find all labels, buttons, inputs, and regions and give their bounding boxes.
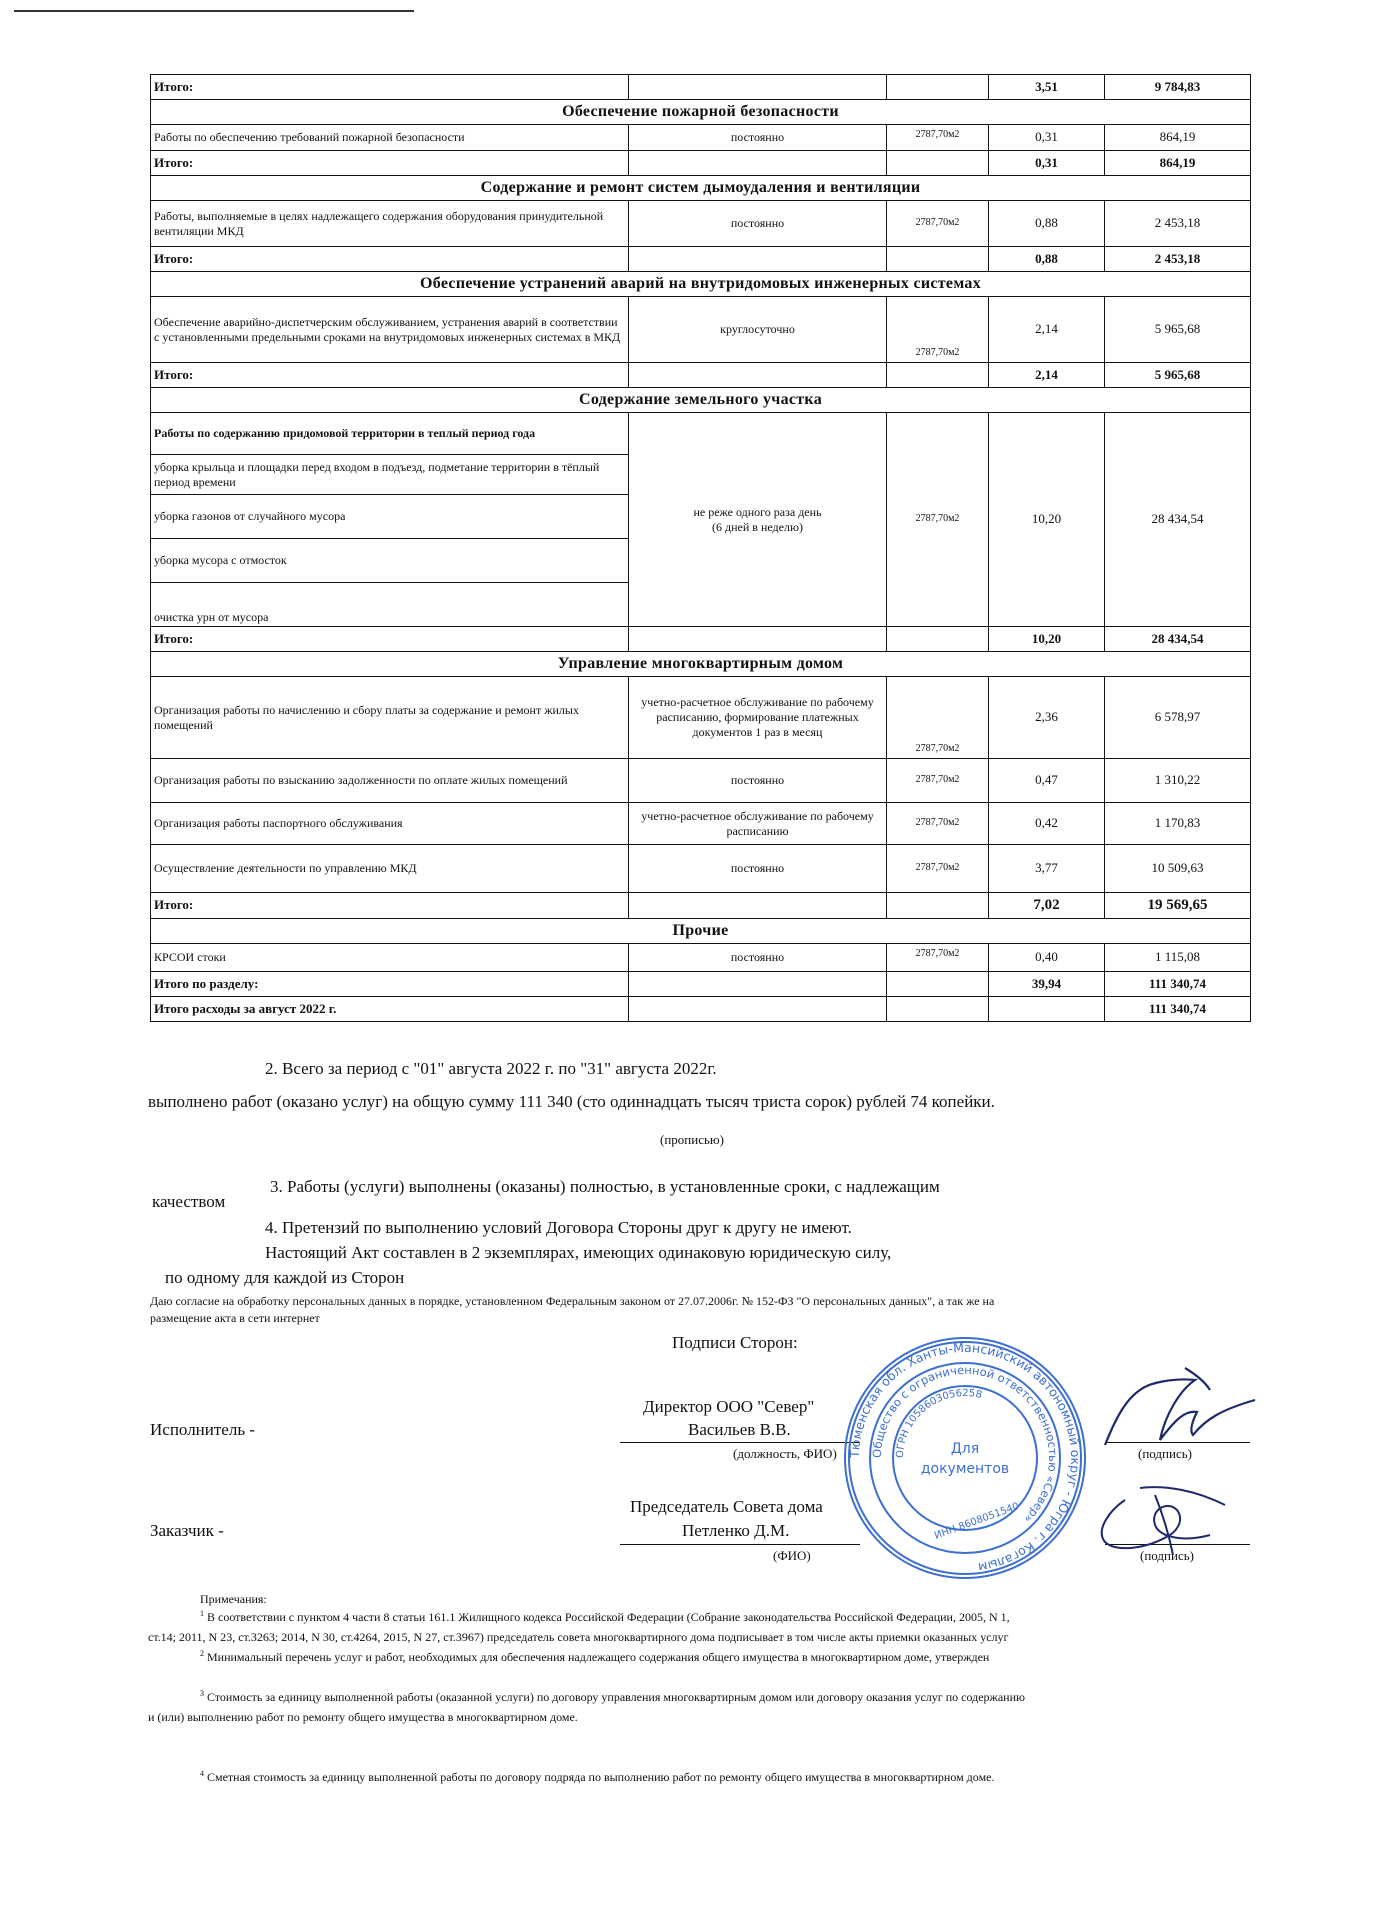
top-rule bbox=[14, 10, 414, 12]
frequency-line: не реже одного раза день bbox=[693, 504, 822, 519]
itogo-row bbox=[151, 247, 1251, 272]
work-unit: 2787,70м2 bbox=[887, 125, 989, 151]
itogo-sum: 19 569,65 bbox=[1105, 893, 1251, 919]
work-unit: 2787,70м2 bbox=[887, 201, 989, 247]
signature-caption: (подпись) bbox=[1138, 1446, 1192, 1461]
paragraph-2: 2. Всего за период с "01" августа 2022 г. по "31" августа 2022г. bbox=[265, 1059, 717, 1078]
table-row bbox=[151, 845, 1251, 893]
company-stamp bbox=[840, 1333, 1090, 1583]
work-name: Организация работы по взысканию задолженности по оплате жилых помещений bbox=[151, 759, 629, 803]
consent-line: Даю согласие на обработку персональных данных в порядке, установленном Федеральным законом от 27.07.2006г. № 152-ФЗ "О персональных данных", а так же на bbox=[150, 1294, 995, 1308]
note-1-cont: ст.14; 2011, N 23, ст.3263; 2014, N 30, ст.4264, 2015, N 27, ст.3967) председатель совета многоквартирного дома подписывает в том числе акты приемки оказанных услуг bbox=[148, 1630, 1009, 1644]
itogo-label: Итого: bbox=[151, 247, 629, 272]
itogo-label: Итого: bbox=[151, 151, 629, 176]
note-4 bbox=[200, 1768, 994, 1787]
work-frequency bbox=[629, 413, 887, 627]
itogo-section-sum: 111 340,74 bbox=[1105, 972, 1251, 997]
work-group-title: Работы по содержанию придомовой территории в теплый период года bbox=[151, 413, 629, 455]
itogo-label: Итого: bbox=[151, 75, 629, 100]
itogo-rate: 0,88 bbox=[989, 247, 1105, 272]
executor-name: Васильев В.В. bbox=[688, 1420, 791, 1439]
executor-line bbox=[620, 1442, 860, 1443]
paragraph-2-total: выполнено работ (оказано услуг) на общую сумму 111 340 (сто одиннадцать тысяч триста сорок) рублей 74 копейки. bbox=[148, 1092, 995, 1111]
work-rate: 0,40 bbox=[989, 944, 1105, 972]
stamp-outer-text: Тюменская обл. Ханты-Мансийский автономный округ - Югра г. Когалым bbox=[846, 1339, 1084, 1576]
itogo-month-sum: 111 340,74 bbox=[1105, 997, 1251, 1022]
work-sum: 1 115,08 bbox=[1105, 944, 1251, 972]
work-unit: 2787,70м2 bbox=[887, 803, 989, 845]
itogo-row bbox=[151, 151, 1251, 176]
section-title: Обеспечение пожарной безопасности bbox=[151, 100, 1251, 125]
itogo-row bbox=[151, 363, 1251, 388]
itogo-rate: 3,51 bbox=[989, 75, 1105, 100]
section-title: Управление многоквартирным домом bbox=[151, 652, 1251, 677]
work-rate: 10,20 bbox=[989, 413, 1105, 627]
itogo-sum: 28 434,54 bbox=[1105, 627, 1251, 652]
work-frequency: постоянно bbox=[629, 201, 887, 247]
note-text: В соответствии с пунктом 4 части 8 статьи 161.1 Жилищного кодекса Российской Федерации (Собрание законодательства Российской Федерации, 2005, N 1, bbox=[207, 1610, 1010, 1624]
executor-caption: (должность, ФИО) bbox=[733, 1446, 837, 1461]
itogo-section-row bbox=[151, 972, 1251, 997]
table-row bbox=[151, 297, 1251, 363]
work-frequency: постоянно bbox=[629, 845, 887, 893]
customer-name: Петленко Д.М. bbox=[682, 1521, 790, 1540]
itogo-sum: 2 453,18 bbox=[1105, 247, 1251, 272]
paragraph-5: Настоящий Акт составлен в 2 экземплярах, имеющих одинаковую юридическую силу, bbox=[265, 1243, 892, 1262]
footnote-mark: 3 bbox=[200, 1689, 204, 1698]
services-table bbox=[150, 74, 1251, 1022]
paragraph-5-end: по одному для каждой из Сторон bbox=[165, 1268, 405, 1287]
work-frequency: постоянно bbox=[629, 125, 887, 151]
customer-signature bbox=[1085, 1480, 1265, 1560]
work-name: Организация работы паспортного обслуживания bbox=[151, 803, 629, 845]
work-name: Обеспечение аварийно-диспетчерским обслуживанием, устранения аварий в соответствии с установленными предельными сроками на внутридомовых инженерных системах в МКД bbox=[151, 297, 629, 363]
paragraph-4: 4. Претензий по выполнению условий Договора Стороны друг к другу не имеют. bbox=[265, 1218, 852, 1237]
itogo-label: Итого: bbox=[151, 363, 629, 388]
work-sum: 2 453,18 bbox=[1105, 201, 1251, 247]
customer-title: Председатель Совета дома bbox=[630, 1497, 823, 1516]
note-3 bbox=[200, 1688, 1025, 1707]
itogo-rate: 10,20 bbox=[989, 627, 1105, 652]
work-rate: 0,31 bbox=[989, 125, 1105, 151]
work-name: Организация работы по начислению и сбору платы за содержание и ремонт жилых помещений bbox=[151, 677, 629, 759]
itogo-month-label: Итого расходы за август 2022 г. bbox=[151, 997, 629, 1022]
work-sum: 864,19 bbox=[1105, 125, 1251, 151]
section-title: Обеспечение устранений аварий на внутридомовых инженерных системах bbox=[151, 272, 1251, 297]
table-row bbox=[151, 677, 1251, 759]
table-row bbox=[151, 125, 1251, 151]
itogo-rate: 2,14 bbox=[989, 363, 1105, 388]
section-title: Содержание земельного участка bbox=[151, 388, 1251, 413]
paragraph-3: 3. Работы (услуги) выполнены (оказаны) полностью, в установленные сроки, с надлежащим bbox=[270, 1177, 940, 1196]
note-1 bbox=[200, 1608, 1010, 1627]
work-unit: 2787,70м2 bbox=[887, 944, 989, 972]
work-item: уборка крыльца и площадки перед входом в подъезд, подметание территории в тёплый период времени bbox=[151, 455, 629, 495]
table-row bbox=[151, 759, 1251, 803]
work-name: Осуществление деятельности по управлению МКД bbox=[151, 845, 629, 893]
stamp-center-line: документов bbox=[920, 1461, 1010, 1477]
customer-caption: (ФИО) bbox=[773, 1548, 811, 1563]
note-text: Стоимость за единицу выполненной работы (оказанной услуги) по договору управления многоквартирным домом или договору оказания услуг по содержанию bbox=[207, 1690, 1025, 1704]
work-name: Работы по обеспечению требований пожарной безопасности bbox=[151, 125, 629, 151]
stamp-inn-text: ИНН 8608051540 bbox=[932, 1500, 1021, 1542]
note-3-cont: и (или) выполнению работ по ремонту общего имущества в многоквартирном доме. bbox=[148, 1710, 578, 1724]
itogo-section-rate: 39,94 bbox=[989, 972, 1105, 997]
table-row bbox=[151, 944, 1251, 972]
section-title: Прочие bbox=[151, 919, 1251, 944]
work-rate: 3,77 bbox=[989, 845, 1105, 893]
note-2 bbox=[200, 1648, 989, 1667]
itogo-row bbox=[151, 893, 1251, 919]
itogo-row bbox=[151, 75, 1251, 100]
customer-line bbox=[620, 1544, 860, 1545]
work-sum: 10 509,63 bbox=[1105, 845, 1251, 893]
work-sum: 5 965,68 bbox=[1105, 297, 1251, 363]
work-unit: 2787,70м2 bbox=[887, 759, 989, 803]
work-rate: 0,42 bbox=[989, 803, 1105, 845]
work-name: КРСОИ стоки bbox=[151, 944, 629, 972]
work-frequency: постоянно bbox=[629, 759, 887, 803]
work-item: очистка урн от мусора bbox=[151, 583, 629, 627]
table-row bbox=[151, 803, 1251, 845]
itogo-row bbox=[151, 627, 1251, 652]
itogo-sum: 9 784,83 bbox=[1105, 75, 1251, 100]
note-text: Минимальный перечень услуг и работ, необходимых для обеспечения надлежащего содержания общего имущества в многоквартирном доме, утвержден bbox=[207, 1650, 990, 1664]
work-name: Работы, выполняемые в целях надлежащего содержания оборудования принудительной вентиляции МКД bbox=[151, 201, 629, 247]
footnote-mark: 4 bbox=[200, 1769, 204, 1778]
work-item: уборка газонов от случайного мусора bbox=[151, 495, 629, 539]
itogo-month-row bbox=[151, 997, 1251, 1022]
itogo-rate: 0,31 bbox=[989, 151, 1105, 176]
work-rate: 0,88 bbox=[989, 201, 1105, 247]
work-sum: 28 434,54 bbox=[1105, 413, 1251, 627]
work-sum: 1 170,83 bbox=[1105, 803, 1251, 845]
table-row bbox=[151, 201, 1251, 247]
stamp-ogrn-text: ОГРН 1058603056258 bbox=[894, 1387, 983, 1459]
work-frequency: постоянно bbox=[629, 944, 887, 972]
stamp-middle-text: Общество с ограниченной ответственностью «Север» bbox=[869, 1362, 1061, 1527]
work-sum: 6 578,97 bbox=[1105, 677, 1251, 759]
itogo-label: Итого: bbox=[151, 893, 629, 919]
itogo-rate: 7,02 bbox=[989, 893, 1105, 919]
notes-title: Примечания: bbox=[200, 1592, 267, 1606]
footnote-mark: 2 bbox=[200, 1649, 204, 1658]
work-frequency: круглосуточно bbox=[629, 297, 887, 363]
work-rate: 2,14 bbox=[989, 297, 1105, 363]
consent-line: размещение акта в сети интернет bbox=[150, 1311, 320, 1325]
propis-caption: (прописью) bbox=[660, 1132, 724, 1147]
work-sum: 1 310,22 bbox=[1105, 759, 1251, 803]
executor-title: Директор ООО "Север" bbox=[643, 1397, 815, 1416]
itogo-label: Итого: bbox=[151, 627, 629, 652]
customer-label: Заказчик - bbox=[150, 1521, 224, 1540]
table-row bbox=[151, 413, 1251, 455]
stamp-center-line: Для bbox=[950, 1441, 980, 1457]
work-frequency: учетно-расчетное обслуживание по рабочему расписанию, формирование платежных документов 1 раз в месяц bbox=[629, 677, 887, 759]
work-rate: 2,36 bbox=[989, 677, 1105, 759]
work-unit: 2787,70м2 bbox=[887, 845, 989, 893]
paragraph-3-end: качеством bbox=[152, 1192, 226, 1211]
note-text: Сметная стоимость за единицу выполненной работы по договору подряда по выполнению работ по ремонту общего имущества в многоквартирном доме. bbox=[207, 1770, 995, 1784]
executor-signature bbox=[1085, 1360, 1275, 1460]
signature-caption: (подпись) bbox=[1140, 1548, 1194, 1563]
itogo-sum: 864,19 bbox=[1105, 151, 1251, 176]
itogo-section-label: Итого по разделу: bbox=[151, 972, 629, 997]
work-rate: 0,47 bbox=[989, 759, 1105, 803]
footnote-mark: 1 bbox=[200, 1609, 204, 1618]
section-title: Содержание и ремонт систем дымоудаления и вентиляции bbox=[151, 176, 1251, 201]
work-unit: 2787,70м2 bbox=[887, 297, 989, 363]
itogo-sum: 5 965,68 bbox=[1105, 363, 1251, 388]
work-unit: 2787,70м2 bbox=[887, 413, 989, 627]
frequency-line: (6 дней в неделю) bbox=[712, 519, 803, 534]
signatures-heading: Подписи Сторон: bbox=[672, 1333, 798, 1352]
executor-label: Исполнитель - bbox=[150, 1420, 255, 1439]
work-item: уборка мусора с отмосток bbox=[151, 539, 629, 583]
work-frequency: учетно-расчетное обслуживание по рабочему расписанию bbox=[629, 803, 887, 845]
work-unit: 2787,70м2 bbox=[887, 677, 989, 759]
